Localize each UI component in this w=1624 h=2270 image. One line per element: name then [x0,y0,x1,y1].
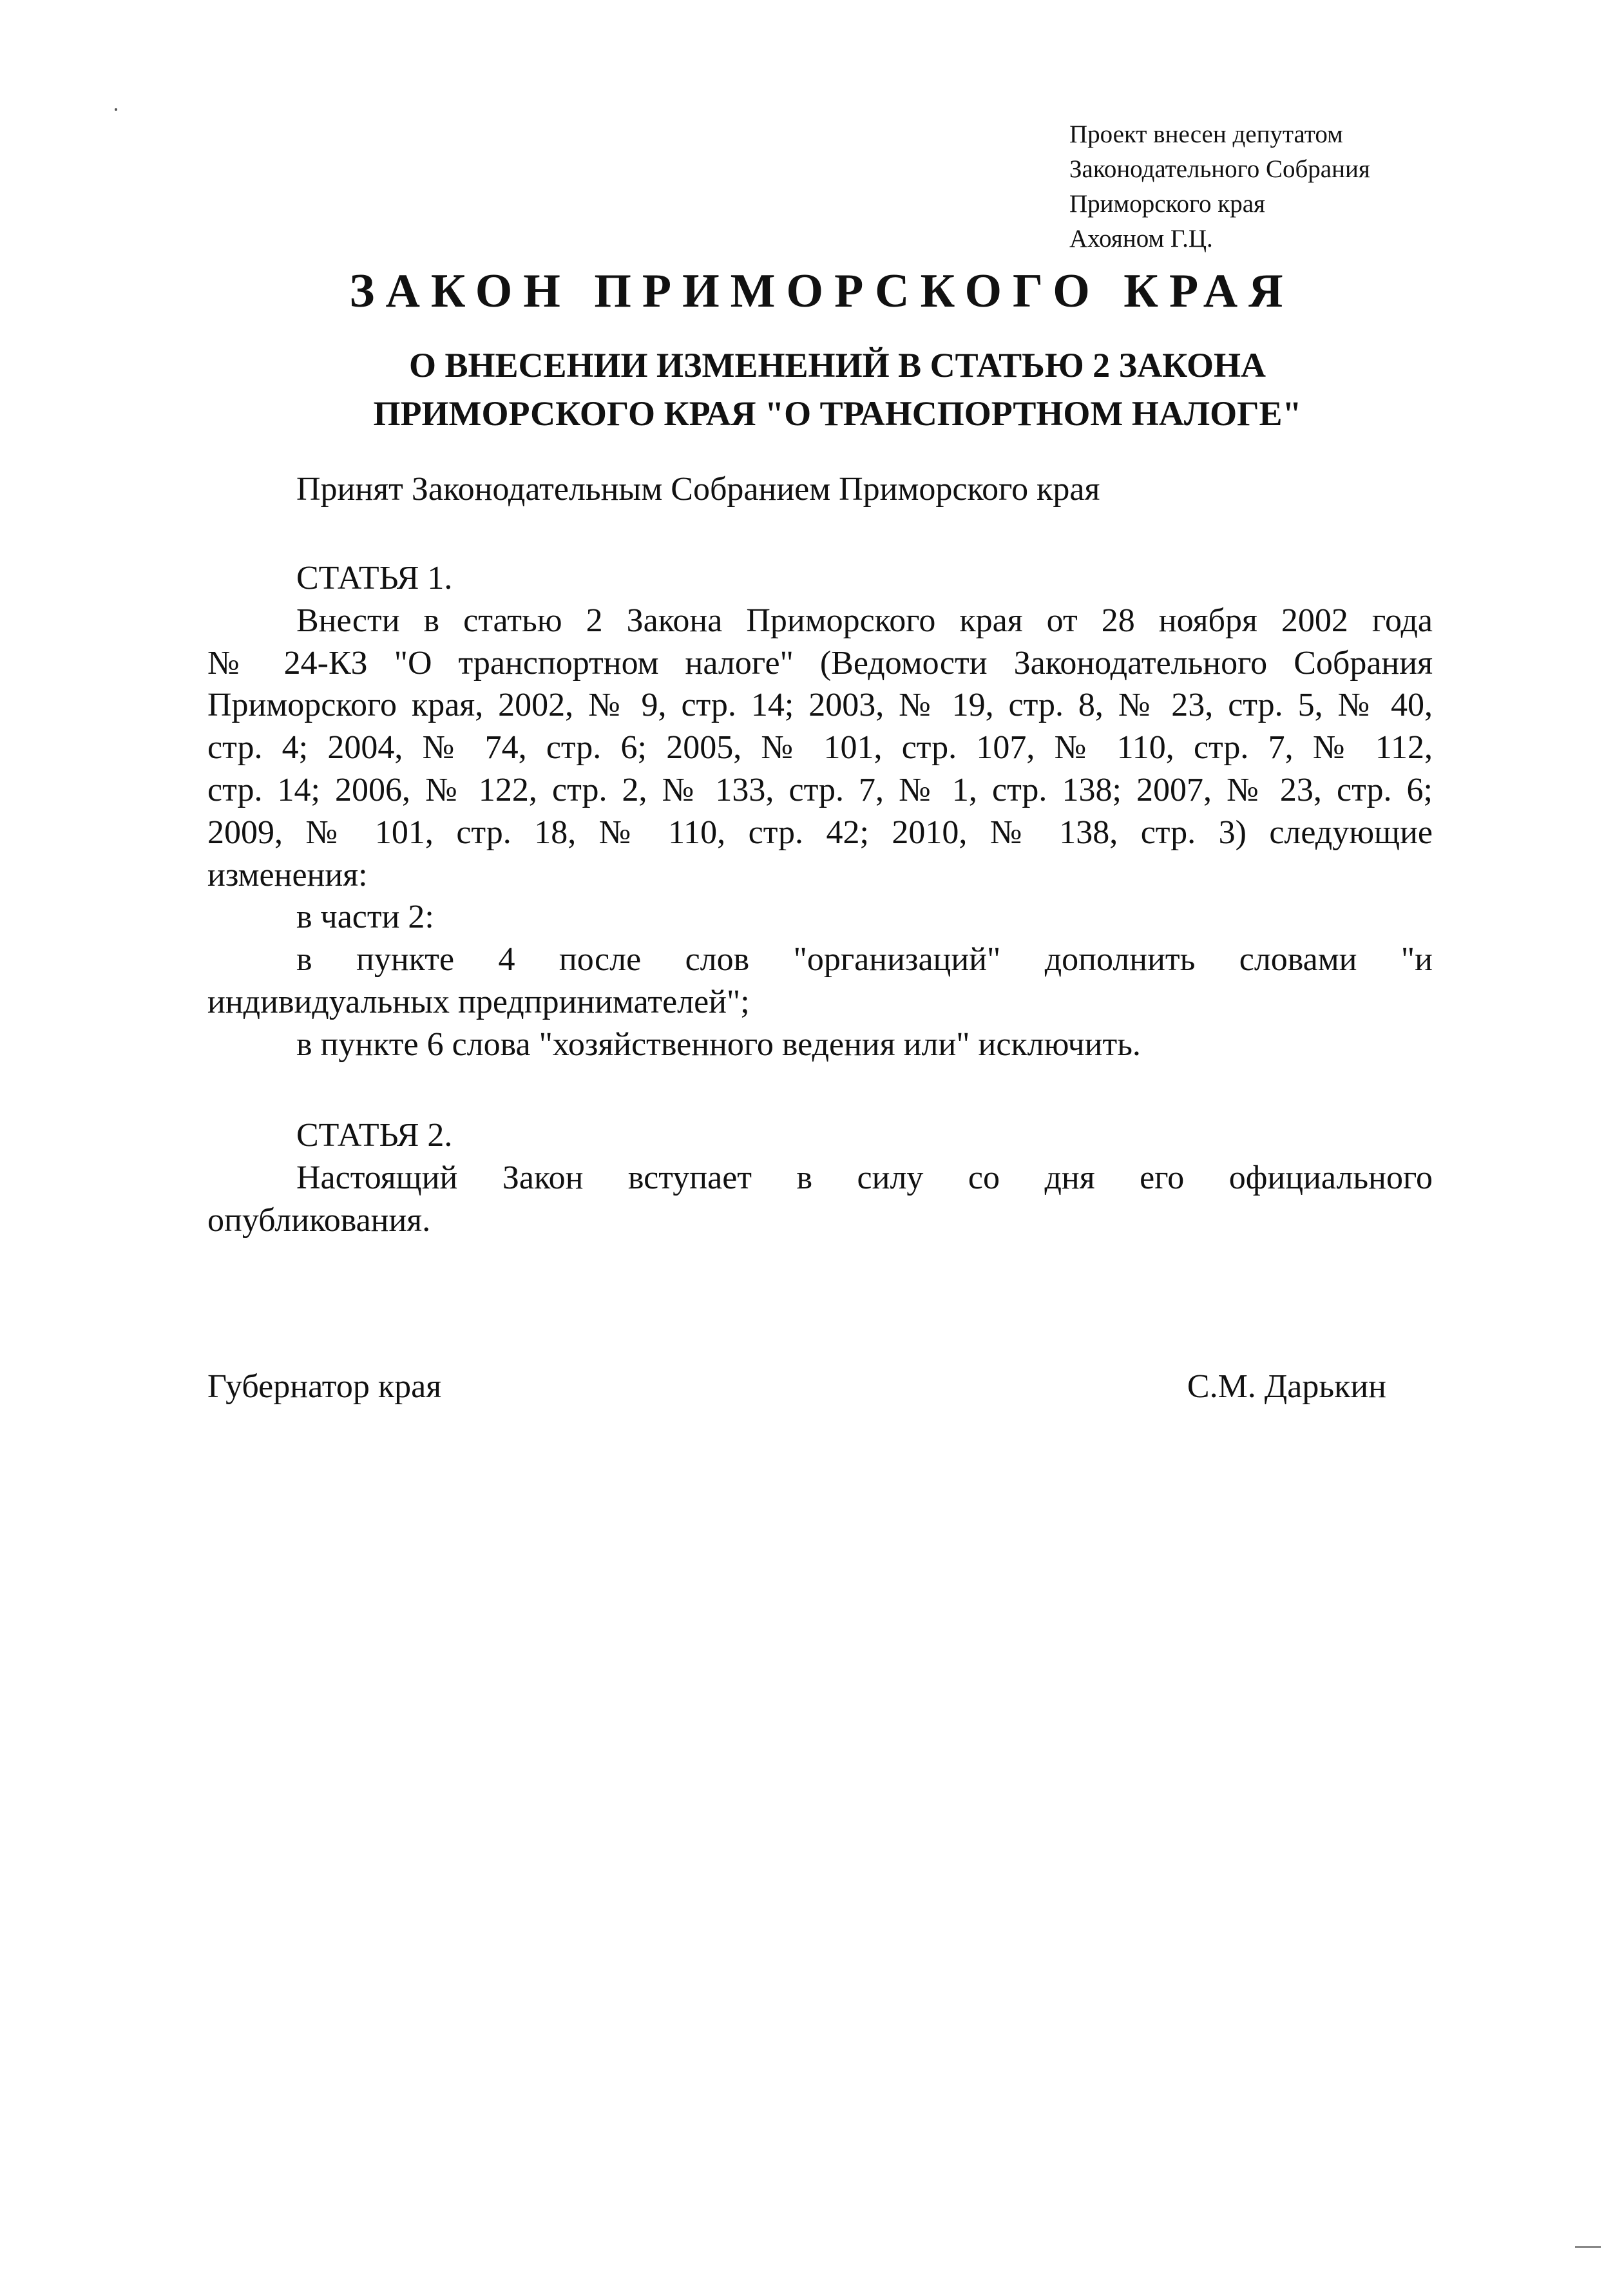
article-2-line: опубликования. [207,1201,431,1239]
introduction-note-line: Проект внесен депутатом [1069,120,1343,148]
article-1-line: в пункте 4 после слов "организаций" дополнить словами "и [296,941,1433,978]
law-subtitle-line: ПРИМОРСКОГО КРАЯ "О ТРАНСПОРТНОМ НАЛОГЕ" [373,394,1302,433]
introduction-note [1069,117,1469,256]
article-1-line: стр. 14; 2006, № 122, стр. 2, № 133, стр. 7, № 1, стр. 138; 2007, № 23, стр. 6; [207,771,1433,808]
article-2-heading: СТАТЬЯ 2. [296,1117,453,1154]
adoption-statement: Принят Законодательным Собранием Приморского края [296,471,1100,508]
signatory-position: Губернатор края [207,1368,442,1405]
scan-artifact-dot [115,108,117,111]
article-1 [207,557,1433,1066]
introduction-note-line: Законодательного Собрания [1069,155,1370,183]
article-1-line: изменения: [207,856,368,893]
introduction-note-line: Приморского края [1069,190,1265,218]
article-1-heading: СТАТЬЯ 1. [296,560,453,596]
article-1-line: № 24-КЗ "О транспортном налоге" (Ведомости Законодательного Собрания [207,644,1433,682]
article-2-line: Настоящий Закон вступает в силу со дня его официального [296,1159,1433,1196]
article-2 [207,1114,1433,1241]
law-subtitle [271,341,1404,438]
signature-block [207,1364,1386,1409]
signatory-name: С.М. Дарькин [1187,1368,1386,1405]
article-1-line: 2009, № 101, стр. 18, № 110, стр. 42; 2010, № 138, стр. 3) следующие [207,814,1433,851]
law-title: ЗАКОН ПРИМОРСКОГО КРАЯ [349,265,1294,318]
article-1-line: Внести в статью 2 Закона Приморского края от 28 ноября 2002 года [296,602,1433,639]
article-1-line: Приморского края, 2002, № 9, стр. 14; 2003, № 19, стр. 8, № 23, стр. 5, № 40, [207,687,1433,724]
introduction-note-line: Ахояном Г.Ц. [1069,225,1213,253]
article-1-line: в пункте 6 слова "хозяйственного ведения или" исключить. [296,1025,1141,1063]
law-subtitle-line: О ВНЕСЕНИИ ИЗМЕНЕНИЙ В СТАТЬЮ 2 ЗАКОНА [408,346,1266,385]
article-1-line: в части 2: [296,899,434,936]
scan-artifact-mark [1575,2246,1601,2248]
article-1-line: индивидуальных предпринимателей"; [207,983,750,1020]
article-1-line: стр. 4; 2004, № 74, стр. 6; 2005, № 101, стр. 107, № 110, стр. 7, № 112, [207,729,1433,767]
